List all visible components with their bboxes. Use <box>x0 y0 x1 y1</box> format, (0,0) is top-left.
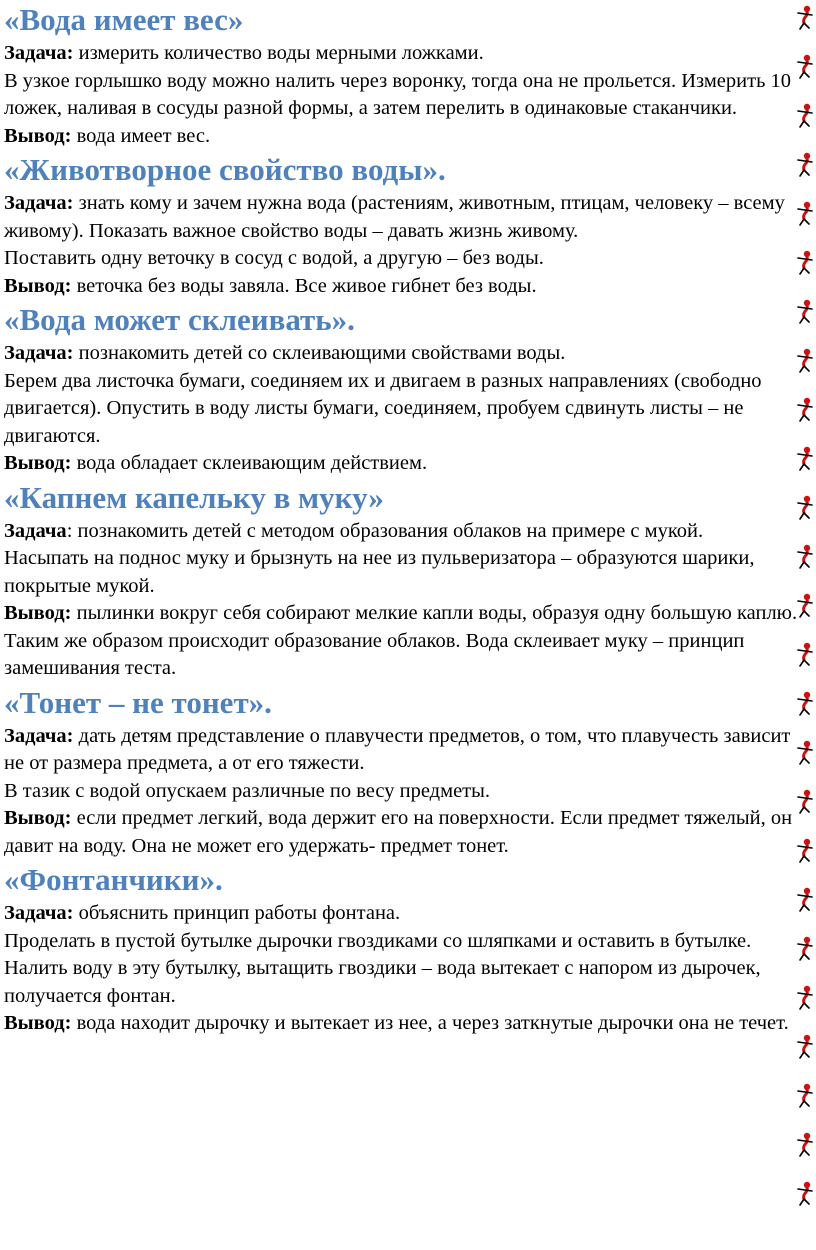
border-figure-icon <box>796 984 814 1010</box>
procedure-paragraph: Проделать в пустой бутылке дырочки гвоздиками со шляпками и оставить в бутылке. Налить воду в эту бутылку, вытащить гвоздики – вода вытекает с напором из дырочек, получается фонтан. <box>4 929 761 1007</box>
task-text: измерить количество воды мерными ложками. <box>73 42 484 64</box>
conclusion-label: Вывод: <box>4 124 72 147</box>
border-figure-icon <box>796 347 814 373</box>
border-figure-icon <box>796 494 814 520</box>
conclusion-text: вода обладает склеивающим действием. <box>71 452 428 474</box>
conclusion-label: Вывод: <box>4 1012 72 1034</box>
conclusion-label: Вывод: <box>4 274 72 297</box>
experiment-section-5 <box>4 683 804 861</box>
border-figure-icon <box>796 298 814 324</box>
border-figure-icon <box>796 102 814 128</box>
experiment-section-6 <box>4 860 804 1038</box>
border-figure-icon <box>796 935 814 961</box>
task-label: Задача <box>4 519 67 542</box>
task-label: Задача: <box>4 192 74 214</box>
conclusion-paragraph <box>4 805 804 860</box>
conclusion-label: Вывод: <box>4 452 72 474</box>
decorative-border <box>794 0 816 1250</box>
task-label: Задача: <box>4 342 74 364</box>
border-figure-icon <box>796 837 814 863</box>
task-paragraph <box>4 723 804 778</box>
border-figure-icon <box>796 592 814 618</box>
task-paragraph <box>4 190 804 245</box>
section-title: «Капнем капельку в муку» <box>4 479 384 515</box>
task-paragraph <box>4 340 804 368</box>
border-figure-icon <box>796 396 814 422</box>
conclusion-label: Вывод: <box>4 602 72 624</box>
conclusion-label: Вывод: <box>4 807 72 829</box>
task-text: дать детям представление о плавучести предметов, о том, что плавучесть зависит не от размера предмета, а от его тяжести. <box>4 724 791 774</box>
procedure-paragraph: Берем два листочка бумаги, соединяем их и двигаем в разных направлениях (свободно двигается). Опустить в воду листы бумаги, соединяем, пробуем сдвинуть листы – не двигаются. <box>4 369 762 447</box>
border-figure-icon <box>796 151 814 177</box>
procedure-paragraph: В тазик с водой опускаем различные по весу предметы. <box>4 779 491 802</box>
border-figure-icon <box>796 200 814 226</box>
task-paragraph <box>4 518 804 546</box>
task-text: знать кому и зачем нужна вода (растениям, животным, птицам, человеку – всему живому). Показать важное свойство воды – давать жизнь живому. <box>4 192 785 242</box>
conclusion-text: веточка без воды завяла. Все живое гибнет без воды. <box>71 274 537 297</box>
section-title: «Животворное свойство воды». <box>4 152 446 187</box>
border-figure-icon <box>796 1082 814 1108</box>
conclusion-paragraph <box>4 450 804 478</box>
experiment-section-1 <box>4 0 804 150</box>
border-figure-icon <box>796 690 814 716</box>
section-title: «Тонет – не тонет». <box>4 684 272 720</box>
border-figure-icon <box>796 543 814 569</box>
task-text: объяснить принцип работы фонтана. <box>73 902 401 924</box>
border-figure-icon <box>796 739 814 765</box>
border-figure-icon <box>796 4 814 30</box>
conclusion-text: вода имеет вес. <box>71 124 211 147</box>
experiment-section-4 <box>4 478 804 683</box>
procedure-paragraph: Поставить одну веточку в сосуд с водой, а другую – без воды. <box>4 247 544 269</box>
conclusion-paragraph <box>4 1010 804 1038</box>
task-text: : познакомить детей с методом образования облаков на примере с мукой. <box>66 519 704 542</box>
experiment-section-3 <box>4 300 804 478</box>
task-paragraph <box>4 900 804 928</box>
conclusion-paragraph <box>4 123 804 151</box>
border-figure-icon <box>796 249 814 275</box>
conclusion-text: если предмет легкий, вода держит его на поверхности. Если предмет тяжелый, он давит на воду. Она не может его удержать- предмет тонет. <box>4 807 793 857</box>
task-label: Задача: <box>4 42 74 64</box>
task-label: Задача: <box>4 724 74 747</box>
procedure-paragraph: Насыпать на поднос муку и брызнуть на нее из пульверизатора – образуются шарики, покрытые мукой. <box>4 547 755 597</box>
border-figure-icon <box>796 53 814 79</box>
task-paragraph <box>4 40 804 68</box>
procedure-paragraph: В узкое горлышко воду можно налить через воронку, тогда она не прольется. Измерить 10 ложек, наливая в сосуды разной формы, а затем перелить в одинаковые стаканчики. <box>4 69 792 119</box>
section-title: «Вода имеет вес» <box>4 2 244 37</box>
border-figure-icon <box>796 1180 814 1206</box>
border-figure-icon <box>796 445 814 471</box>
conclusion-paragraph <box>4 273 804 301</box>
border-figure-icon <box>796 1131 814 1157</box>
conclusion-text: вода находит дырочку и вытекает из нее, а через заткнутые дырочки она не течет. <box>71 1012 789 1034</box>
section-title: «Фонтанчики». <box>4 862 223 897</box>
task-label: Задача: <box>4 902 74 924</box>
section-title: «Вода может склеивать». <box>4 302 355 337</box>
border-figure-icon <box>796 788 814 814</box>
border-figure-icon <box>796 1033 814 1059</box>
border-figure-icon <box>796 641 814 667</box>
conclusion-paragraph <box>4 600 804 683</box>
conclusion-text: пылинки вокруг себя собирают мелкие капли воды, образуя одну большую каплю. Таким же образом происходит образование облаков. Вода склеивает муку – принцип замешивания теста. <box>4 602 798 679</box>
task-text: познакомить детей со склеивающими свойствами воды. <box>73 342 566 364</box>
document-body <box>4 0 804 1038</box>
border-figure-icon <box>796 886 814 912</box>
experiment-section-2 <box>4 150 804 300</box>
